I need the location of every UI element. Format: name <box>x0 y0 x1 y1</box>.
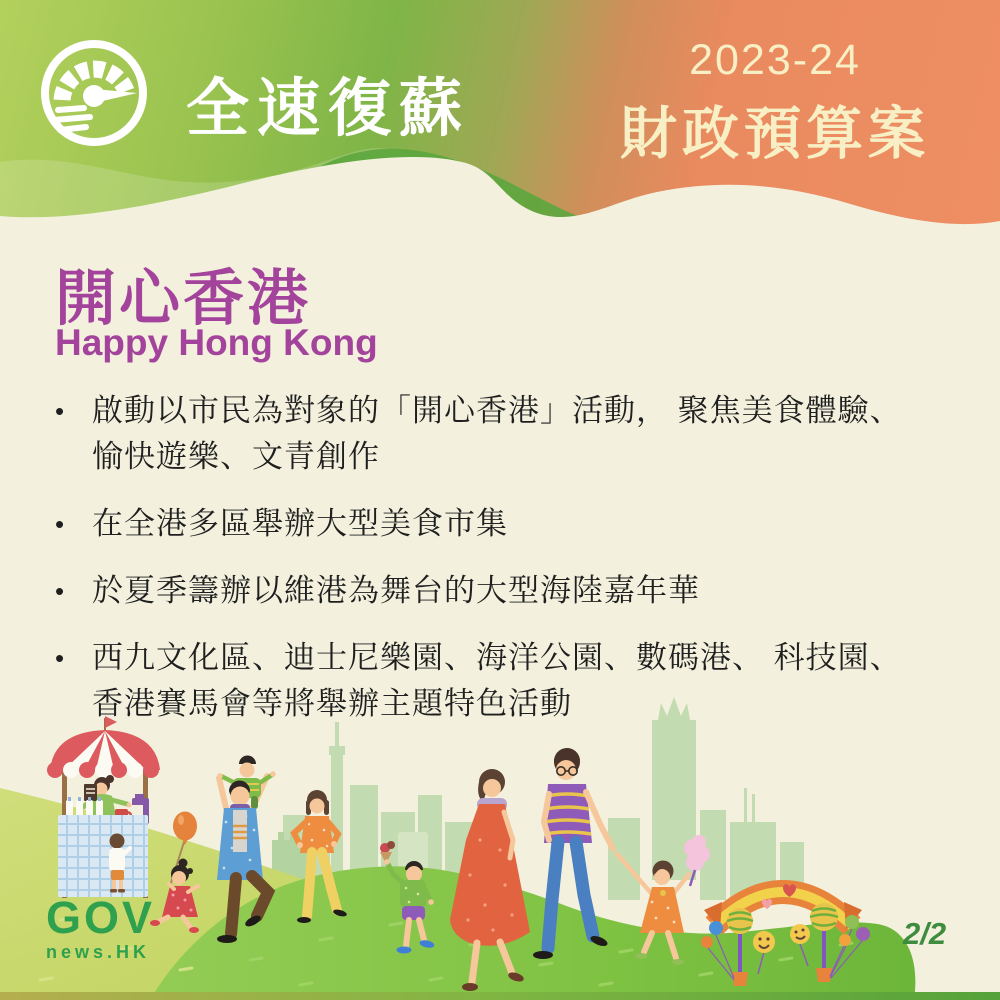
bottom-wave-strip <box>0 992 1000 1000</box>
stall-counter <box>58 815 148 897</box>
bullet-marker: • <box>55 509 65 539</box>
gov-news-logo <box>46 894 155 962</box>
header-banner <box>0 0 1000 250</box>
bullet-line: 於夏季籌辦以維港為舞台的大型海陸嘉年華 <box>92 573 700 608</box>
bullet-text <box>92 568 965 614</box>
bullet-marker: • <box>55 576 65 606</box>
bullet-item-1 <box>55 388 965 480</box>
bullet-item-3 <box>55 568 965 614</box>
bullet-item-2 <box>55 501 965 547</box>
bullet-line: 愉快遊樂、文青創作 <box>92 439 380 474</box>
food-stall-illustration <box>47 716 160 898</box>
section-title-zh: 開心香港 <box>55 264 312 332</box>
bullet-line: 香港賽馬會等將舉辦主題特色活動 <box>92 686 572 721</box>
bullet-text <box>92 388 965 480</box>
bullet-line: 在全港多區舉辦大型美食市集 <box>92 506 508 541</box>
budget-title: 財政預算案 <box>620 102 930 166</box>
page-indicator: 2/2 <box>903 916 947 951</box>
speedometer-icon <box>40 38 150 148</box>
bullet-marker: • <box>55 643 65 673</box>
bullet-line: 啟動以市民為對象的「開心香港」活動， 聚焦美食體驗、 <box>92 393 902 428</box>
campaign-slogan: 全速復蘇 <box>186 74 470 144</box>
bullet-line: 西九文化區、迪士尼樂園、海洋公園、數碼港、 科技園、 <box>92 640 902 675</box>
gov-news-logo-text: GOV <box>46 892 156 943</box>
section-title-en: Happy Hong Kong <box>55 322 378 363</box>
budget-year: 2023-24 <box>689 36 861 84</box>
bullet-text <box>92 501 965 547</box>
bullet-marker: • <box>55 396 65 426</box>
gov-news-logo-subtext: news.HK <box>46 942 151 962</box>
